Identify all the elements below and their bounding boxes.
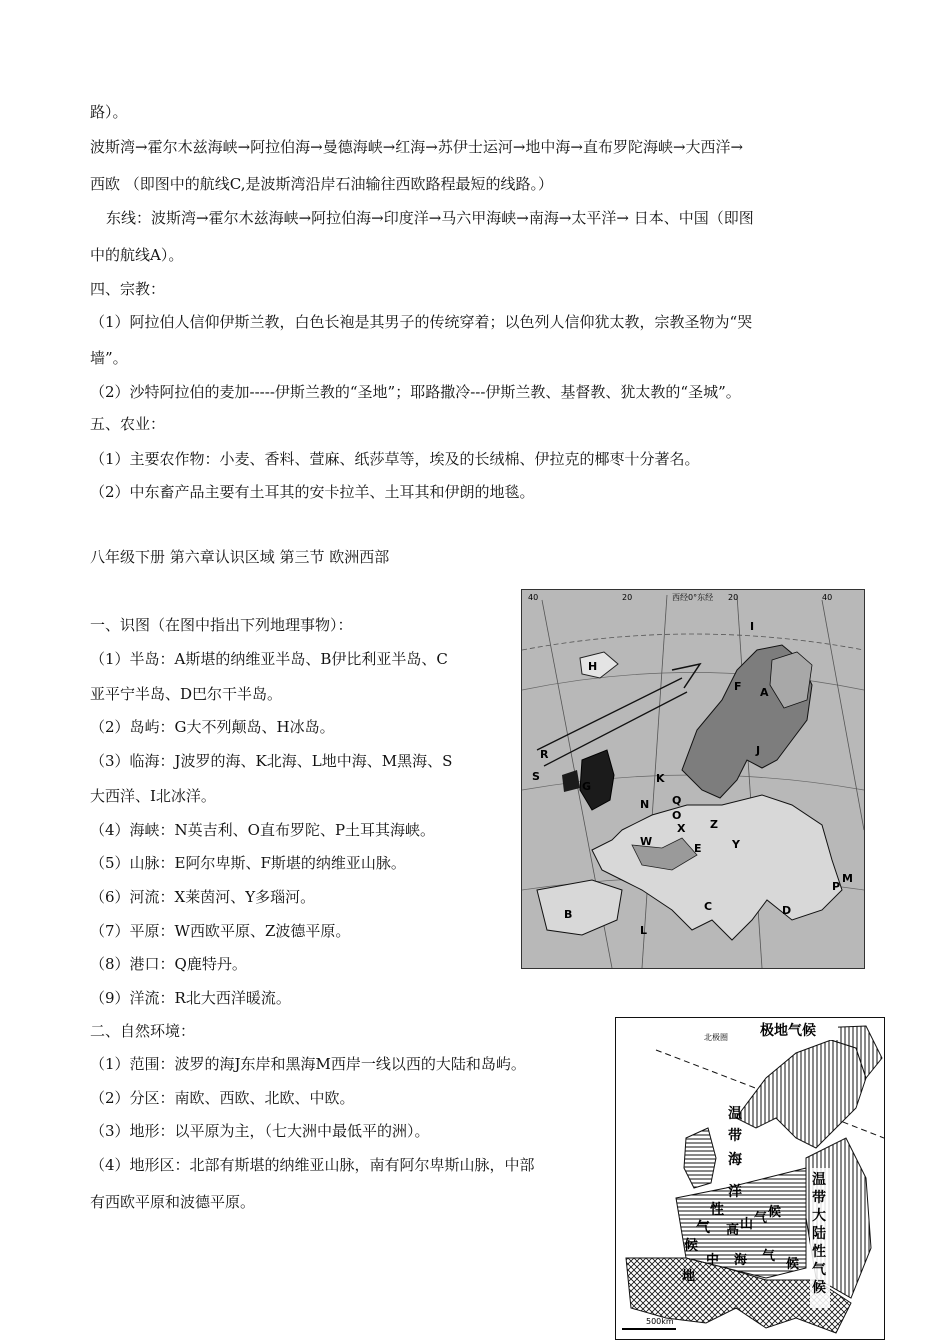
maritime-climate-char: 海 [728, 1152, 742, 1168]
map1-label: K [656, 772, 665, 785]
line-30: 有西欧平原和波德平原。 [90, 1193, 256, 1211]
map1-label: W [640, 835, 653, 848]
scale-label: 500km [646, 1317, 674, 1326]
europe-climate-map [615, 1017, 885, 1340]
map1-label: P [832, 880, 841, 893]
line-10: （1）主要农作物：小麦、香料、萱麻、纸莎草等，埃及的长绒棉、伊拉克的椰枣十分著名。 [90, 450, 700, 468]
chapter-title: 八年级下册 第六章认识区域 第三节 欧洲西部 [90, 548, 390, 566]
section-heading-agriculture: 五、农业： [90, 415, 166, 433]
continental-climate-char: 大 [812, 1208, 826, 1224]
section-heading-map: 一、识图（在图中指出下列地理事物）： [90, 616, 353, 634]
map1-label: I [750, 620, 755, 633]
line-3: 东线：波斯湾→霍尔木兹海峡→阿拉伯海→印度洋→马六甲海峡→南海→太平洋→ 日本、中国（即图 [106, 209, 754, 227]
line-2: 西欧 （即图中的航线C,是波斯湾沿岸石油输往西欧路程最短的线路。） [90, 175, 553, 193]
line-22: （7）平原：W西欧平原、Z波德平原。 [90, 922, 351, 940]
line-19: （4）海峡：N英吉利、O直布罗陀、P土耳其海峡。 [90, 821, 436, 839]
continental-climate-char: 气 [812, 1262, 826, 1278]
line-14: （1）半岛：A斯堪的纳维亚半岛、B伊比利亚半岛、C [90, 650, 448, 668]
line-7: 墙”。 [90, 349, 128, 367]
map1-label: R [540, 748, 549, 761]
map1-label: G [582, 780, 592, 793]
map1-label: B [564, 908, 573, 921]
maritime-climate-char: 气 [696, 1220, 710, 1236]
line-26: （1）范围：波罗的海J东岸和黑海M西岸一线以西的大陆和岛屿。 [90, 1055, 526, 1073]
line-28: （3）地形：以平原为主，（七大洲中最低平的洲）。 [90, 1122, 430, 1140]
map1-label: Z [710, 818, 718, 831]
mediterranean-climate-char: 气 [762, 1249, 776, 1264]
mediterranean-climate-char: 中 [706, 1253, 720, 1268]
section-heading-religion: 四、宗教： [90, 280, 166, 298]
line-29: （4）地形区：北部有斯堪的纳维亚山脉，南有阿尔卑斯山脉，中部 [90, 1156, 535, 1174]
map1-label: Y [732, 838, 740, 851]
line-23: （8）港口：Q鹿特丹。 [90, 955, 247, 973]
map1-label: J [756, 744, 761, 757]
map1-label: X [677, 822, 686, 835]
alpine-climate-char: 高 [726, 1223, 740, 1238]
line-0: 路）。 [90, 103, 128, 121]
line-1: 波斯湾→霍尔木兹海峡→阿拉伯海→曼德海峡→红海→苏伊士运河→地中海→直布罗陀海峡→大西洋→ [90, 138, 744, 156]
map1-label: L [640, 924, 648, 937]
maritime-climate-char: 温 [728, 1106, 742, 1122]
polar-climate-label: 极地气候 [760, 1023, 816, 1039]
map1-label: E [694, 842, 702, 855]
alpine-climate-char: 山 [740, 1217, 754, 1232]
map1-label: C [704, 900, 713, 913]
line-24: （9）洋流：R北大西洋暖流。 [90, 989, 291, 1007]
line-17: （3）临海：J波罗的海、K北海、L地中海、M黑海、S [90, 752, 453, 770]
europe-identification-map [521, 589, 865, 969]
alpine-climate-char: 候 [768, 1205, 782, 1220]
continental-climate-char: 候 [812, 1280, 826, 1296]
continental-climate-char: 性 [812, 1244, 826, 1260]
maritime-climate-char: 带 [728, 1128, 742, 1144]
line-15: 亚平宁半岛、D巴尔干半岛。 [90, 685, 283, 703]
map1-label: F [734, 680, 742, 693]
line-21: （6）河流：X莱茵河、Y多瑙河。 [90, 888, 316, 906]
map1-tick: 40 [528, 593, 539, 602]
map1-label: M [842, 872, 853, 885]
maritime-climate-char: 性 [710, 1202, 724, 1218]
line-8: （2）沙特阿拉伯的麦加-----伊斯兰教的“圣地”；耶路撒冷---伊斯兰教、基督教、犹太教的“圣城”。 [90, 383, 741, 401]
map1-label: Q [672, 794, 682, 807]
map1-tick: 20 [622, 593, 633, 602]
map1-label: H [588, 660, 598, 673]
line-16: （2）岛屿：G大不列颠岛、H冰岛。 [90, 718, 335, 736]
line-6: （1）阿拉伯人信仰伊斯兰教，白色长袍是其男子的传统穿着；以色列人信仰犹太教，宗教圣物为“哭 [90, 313, 753, 331]
continental-climate-char: 陆 [812, 1226, 826, 1242]
continental-climate-char: 带 [812, 1190, 826, 1206]
line-4: 中的航线A）。 [90, 246, 184, 264]
line-18: 大西洋、I北冰洋。 [90, 787, 216, 805]
mediterranean-climate-char: 候 [786, 1257, 800, 1272]
arctic-circle-label: 北极圈 [704, 1033, 728, 1042]
map1-label: D [782, 904, 792, 917]
line-27: （2）分区：南欧、西欧、北欧、中欧。 [90, 1089, 355, 1107]
map1-tick: 40 [822, 593, 833, 602]
continental-climate-char: 温 [812, 1172, 826, 1188]
map1-label: A [760, 686, 769, 699]
map1-label: O [672, 809, 682, 822]
maritime-climate-char: 候 [684, 1238, 698, 1254]
maritime-climate-char: 洋 [728, 1184, 742, 1200]
map1-label: S [532, 770, 540, 783]
alpine-climate-char: 气 [754, 1211, 768, 1226]
line-11: （2）中东畜产品主要有土耳其的安卡拉羊、土耳其和伊朗的地毯。 [90, 483, 535, 501]
line-20: （5）山脉：E阿尔卑斯、F斯堪的纳维亚山脉。 [90, 854, 406, 872]
map1-tick: 20 [728, 593, 739, 602]
mediterranean-climate-char: 地 [682, 1269, 696, 1284]
map1-top-label: 西经0°东经 [672, 593, 714, 602]
section-heading-environment: 二、自然环境： [90, 1022, 196, 1040]
mediterranean-climate-char: 海 [734, 1253, 748, 1268]
map1-label: N [640, 798, 650, 811]
